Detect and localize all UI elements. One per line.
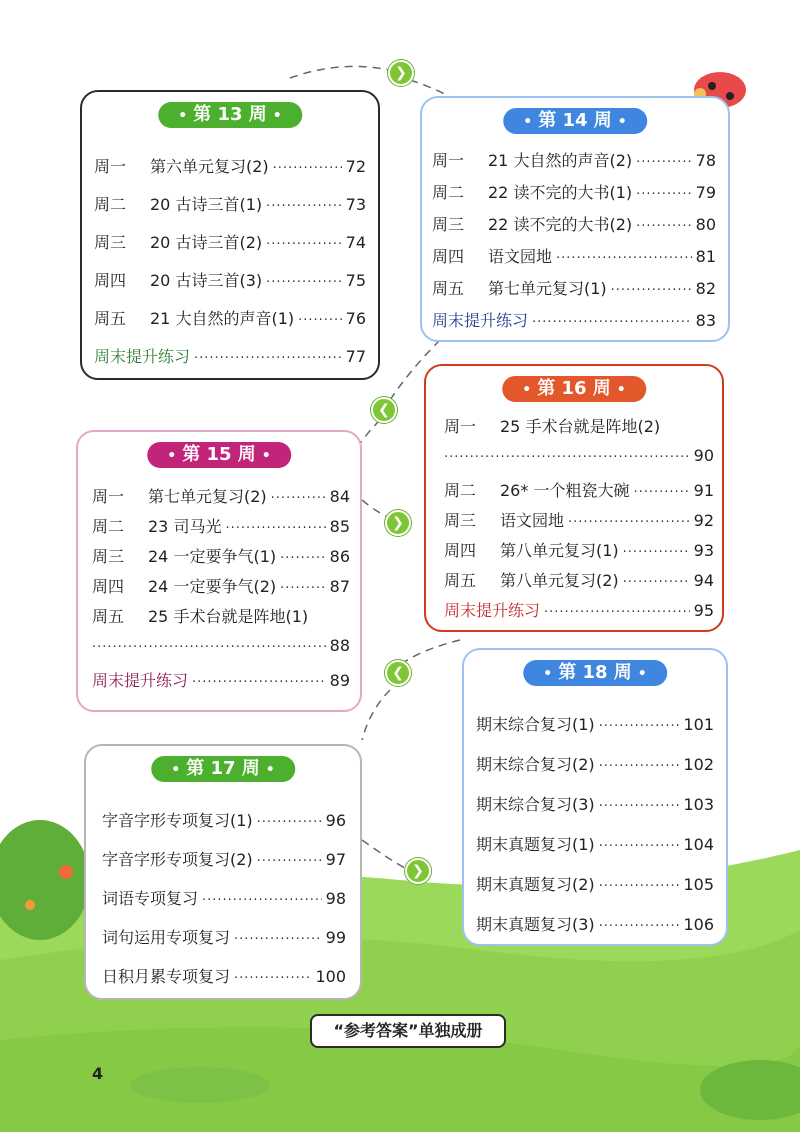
list-item-weekend[interactable]: 周末提升练习 ····· 83	[432, 308, 716, 331]
list-item[interactable]: 字音字形专项复习(1) ····· 96	[102, 808, 346, 831]
list-item[interactable]: 周五 21 大自然的声音(1) ····· 76	[94, 306, 366, 329]
list-item[interactable]: 周一 第七单元复习(2) ····· 84	[92, 484, 350, 507]
list-item-weekend[interactable]: 周末提升练习 ····· 95	[444, 598, 714, 621]
list-item[interactable]: 周四 语文园地 ····· 81	[432, 244, 716, 267]
list-item[interactable]: 期末真题复习(1) ····· 104	[476, 832, 714, 855]
week-label: • 第 16 周 •	[502, 376, 646, 402]
week-18-card	[462, 648, 728, 946]
list-item[interactable]: 词语专项复习 ····· 98	[102, 886, 346, 909]
answer-booklet-note: “参考答案”单独成册	[310, 1014, 506, 1048]
list-item[interactable]: 周四 24 一定要争气(2) ····· 87	[92, 574, 350, 597]
week-label: • 第 17 周 •	[151, 756, 295, 782]
list-item[interactable]: 周三 20 古诗三首(2) ····· 74	[94, 230, 366, 253]
week-label: • 第 18 周 •	[523, 660, 667, 686]
list-item[interactable]: 期末综合复习(3) ····· 103	[476, 792, 714, 815]
list-item[interactable]: 日积月累专项复习 ····· 100	[102, 964, 346, 987]
week-14-card	[420, 96, 730, 342]
list-item[interactable]: 周二 20 古诗三首(1) ····· 73	[94, 192, 366, 215]
list-item[interactable]: 周五 25 手术台就是阵地(1)	[92, 607, 309, 626]
week-label: • 第 13 周 •	[158, 102, 302, 128]
list-item[interactable]: 周三 语文园地 ····· 92	[444, 508, 714, 531]
list-item-weekend[interactable]: 周末提升练习 ····· 77	[94, 344, 366, 367]
list-item[interactable]: 周四 第八单元复习(1) ····· 93	[444, 538, 714, 561]
list-item[interactable]: 周二 26* 一个粗瓷大碗 ····· 91	[444, 478, 714, 501]
week-17-card	[84, 744, 362, 1000]
week-16-card	[424, 364, 724, 632]
list-item[interactable]: 周二 23 司马光 ····· 85	[92, 514, 350, 537]
list-item[interactable]: 词句运用专项复习 ····· 99	[102, 925, 346, 948]
list-item[interactable]: 周一 21 大自然的声音(2) ····· 78	[432, 148, 716, 171]
list-item[interactable]: 周一 25 手术台就是阵地(2)	[444, 417, 661, 436]
week-label: • 第 14 周 •	[503, 108, 647, 134]
list-item[interactable]: 周五 第八单元复习(2) ····· 94	[444, 568, 714, 591]
list-item[interactable]: 字音字形专项复习(2) ····· 97	[102, 847, 346, 870]
arrow-left-icon: ❮	[385, 660, 411, 686]
list-item[interactable]: 期末综合复习(2) ····· 102	[476, 752, 714, 775]
list-item[interactable]: 周三 24 一定要争气(1) ····· 86	[92, 544, 350, 567]
list-item-weekend[interactable]: 周末提升练习 ····· 89	[92, 668, 350, 691]
list-item[interactable]: 周一 第六单元复习(2) ····· 72	[94, 154, 366, 177]
list-item[interactable]: 周四 20 古诗三首(3) ····· 75	[94, 268, 366, 291]
list-item[interactable]: 期末综合复习(1) ····· 101	[476, 712, 714, 735]
list-item-continuation: ····· 90	[444, 446, 714, 465]
week-label: • 第 15 周 •	[147, 442, 291, 468]
list-item[interactable]: 周五 第七单元复习(1) ····· 82	[432, 276, 716, 299]
arrow-right-icon: ❯	[405, 858, 431, 884]
page-number: 4	[92, 1064, 104, 1083]
list-item[interactable]: 期末真题复习(2) ····· 105	[476, 872, 714, 895]
week-13-card	[80, 90, 380, 380]
arrow-right-icon: ❯	[385, 510, 411, 536]
list-item[interactable]: 期末真题复习(3) ····· 106	[476, 912, 714, 935]
week-15-card	[76, 430, 362, 712]
arrow-left-icon: ❮	[371, 397, 397, 423]
list-item-continuation: ····· 88	[92, 636, 350, 655]
list-item[interactable]: 周三 22 读不完的大书(2) ····· 80	[432, 212, 716, 235]
arrow-right-icon: ❯	[388, 60, 414, 86]
list-item[interactable]: 周二 22 读不完的大书(1) ····· 79	[432, 180, 716, 203]
